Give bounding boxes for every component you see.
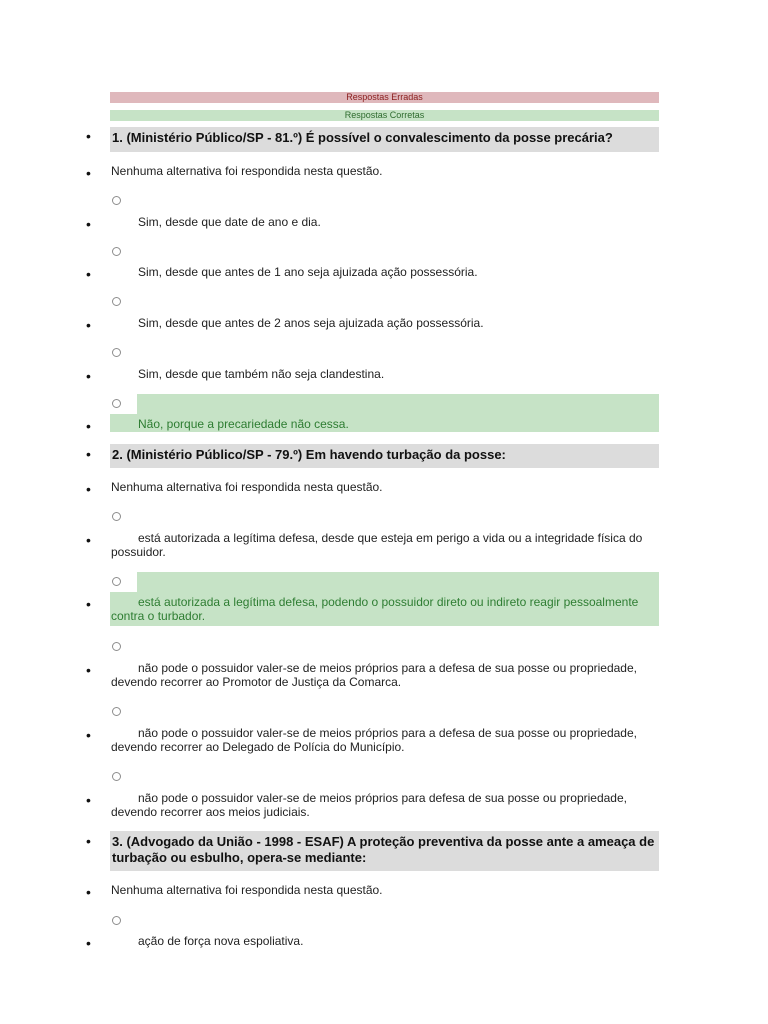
bullet: • xyxy=(86,884,91,900)
question-3-none-answered: Nenhuma alternativa foi respondida nesta questão. xyxy=(111,883,383,897)
bullet: • xyxy=(86,532,91,548)
bullet: • xyxy=(86,792,91,808)
question-1-option-d: Sim, desde que também não seja clandestina. xyxy=(138,367,385,381)
bullet: • xyxy=(86,128,91,144)
radio-button[interactable] xyxy=(112,577,121,586)
question-1-none-answered: Nenhuma alternativa foi respondida nesta questão. xyxy=(111,164,383,178)
question-2-option-e: não pode o possuidor valer-se de meios próprios para defesa de sua posse ou propriedade, devendo recorrer aos meios judiciais. xyxy=(111,791,627,819)
question-1-option-e-correct: Não, porque a precariedade não cessa. xyxy=(138,417,349,431)
question-3-title: 3. (Advogado da União - 1998 - ESAF) A proteção preventiva da posse ante a ameaça de turbação ou esbulho, opera-se mediante: xyxy=(110,831,659,871)
radio-button[interactable] xyxy=(112,512,121,521)
question-2-option-b-correct: está autorizada a legítima defesa, podendo o possuidor direto ou indireto reagir pessoalmente contra o turbador. xyxy=(111,595,639,623)
bullet: • xyxy=(86,165,91,181)
question-1-option-b: Sim, desde que antes de 1 ano seja ajuizada ação possessória. xyxy=(138,265,478,279)
radio-button[interactable] xyxy=(112,916,121,925)
question-1-title: 1. (Ministério Público/SP - 81.º) É possível o convalescimento da posse precária? xyxy=(110,127,659,152)
legend-correct-answers: Respostas Corretas xyxy=(110,110,659,121)
legend-wrong-answers: Respostas Erradas xyxy=(110,92,659,103)
question-2-title: 2. (Ministério Público/SP - 79.º) Em havendo turbação da posse: xyxy=(110,444,659,468)
bullet: • xyxy=(86,596,91,612)
bullet: • xyxy=(86,368,91,384)
bullet: • xyxy=(86,446,91,462)
radio-button[interactable] xyxy=(112,772,121,781)
radio-button[interactable] xyxy=(112,707,121,716)
radio-button[interactable] xyxy=(112,399,121,408)
bullet: • xyxy=(86,216,91,232)
question-1-option-c: Sim, desde que antes de 2 anos seja ajuizada ação possessória. xyxy=(138,316,484,330)
question-3-option-a: ação de força nova espoliativa. xyxy=(138,934,304,948)
radio-button[interactable] xyxy=(112,642,121,651)
radio-button[interactable] xyxy=(112,348,121,357)
bullet: • xyxy=(86,418,91,434)
question-2-option-d: não pode o possuidor valer-se de meios próprios para a defesa de sua posse ou propriedade, devendo recorrer ao Delegado de Polícia do Município. xyxy=(111,726,637,754)
question-1-option-a: Sim, desde que date de ano e dia. xyxy=(138,215,321,229)
question-2-option-c: não pode o possuidor valer-se de meios próprios para a defesa de sua posse ou propriedade, devendo recorrer ao Promotor de Justiça da Comarca. xyxy=(111,661,637,689)
bullet: • xyxy=(86,481,91,497)
bullet: • xyxy=(86,935,91,951)
question-2-none-answered: Nenhuma alternativa foi respondida nesta questão. xyxy=(111,480,383,494)
radio-button[interactable] xyxy=(112,247,121,256)
question-2-option-a: está autorizada a legítima defesa, desde que esteja em perigo a vida ou a integridade física do possuidor. xyxy=(111,531,643,559)
bullet: • xyxy=(86,266,91,282)
bullet: • xyxy=(86,727,91,743)
bullet: • xyxy=(86,833,91,849)
bullet: • xyxy=(86,662,91,678)
radio-button[interactable] xyxy=(112,297,121,306)
bullet: • xyxy=(86,317,91,333)
radio-button[interactable] xyxy=(112,196,121,205)
